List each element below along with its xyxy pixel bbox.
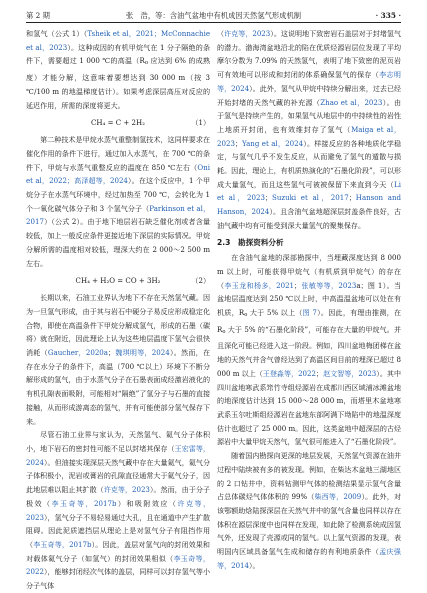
citation-link[interactable]: Hanson and Hanson，2024	[217, 193, 401, 217]
citation-link[interactable]: Li et al，2023	[217, 179, 401, 203]
citation-link[interactable]: Suzuki et al，2017	[272, 193, 349, 203]
paragraph: 和氢气（公式 1）（Tsheik et al，2021；McConnachie et al，2023）。这种成因的有机甲烷气在 1 分子隔绝的条件下，需要超过 1 000 ℃的高温（Ro 应达到 6% 的成熟度）才能分解，这意味着要想达到 30 000 m（按 3 ℃/100 m 的地温梯度估计）。如果考虑深层高压对反应的延迟作用，所需的深度将更大。	[26, 29, 211, 110]
volume-label: 第 2 期	[26, 11, 50, 20]
running-header	[26, 9, 401, 23]
paragraph: 在含油气盆地的深部勘探中，当埋藏深度达到 8 000 m 以上时，可能获得甲烷气（有机质到甲烷气）的存在（李玉龙和杨多，2021；张敏等等，2023a；图 1）。当盆地层温度达到 250 ℃以上时，中高温温盆地可以处在有机质，Ro 大于 5% 以上（图 7）。因此，有理由推测，在 Ro 大于 5% 的“石墨化阶段”，可能存在大量的甲烷气。并且深化可能已经进入这一阶段。例如，四川盆地梅团梯在盆地的天然气井含气曾经达到了高温区间目前的埋深已超过 8 000 m 以上（王登淼等，2022；赵文智等，2023）。其中四川盆地寒武系筇竹寺组烃源岩在成都川西区域浦冰滩盆地的地深度估计达到 15 000～28 000 m，而塔里木盆地寒武系玉尔吐斯组烃源岩在盆地东部阿满下坳陷中的地温深度估计也超过了 25 000 m。因此，这类盆地中超深层的古烃源岩中大量甲烷天然气，氢气很可能进入了“石墨化阶段”。	[217, 253, 402, 447]
running-title: 张 浩，等：含油气盆地中有机成因天然氢气形成机制	[125, 11, 302, 20]
citation-link[interactable]: 许克等，2023	[103, 485, 150, 495]
equation-body: CH₄ = C + 2H₂	[91, 118, 145, 128]
equation-body: CH₄ + H₂O = CO + 3H₂	[75, 276, 161, 286]
citation-link[interactable]: Zhao et al，2023	[320, 97, 383, 107]
right-column	[217, 27, 401, 572]
equation-1	[26, 115, 210, 130]
citation-link[interactable]: 许克等，2023	[26, 498, 210, 522]
equation-2	[26, 273, 210, 288]
citation-link[interactable]: 赵文智等，2023	[323, 368, 377, 378]
citation-link[interactable]: Yang et al，2024	[242, 138, 304, 148]
citation-link[interactable]: 李玉奇等，2017b	[33, 539, 92, 549]
citation-link[interactable]: 李玉龙和杨多，2021	[224, 280, 295, 290]
citation-link[interactable]: Tsheik et al，2021；McConnachie et al，2023	[26, 29, 210, 52]
section-heading: 2.3 勘探资料分析	[217, 237, 284, 247]
citation-link[interactable]: 王登淼等，2022	[262, 368, 317, 378]
citation-link[interactable]: 张敏等等，2023	[301, 280, 357, 290]
paragraph: 第二种技术是甲烷水蒸气重整制氢技术，这同样要求在催化作用的条件下进行，通过加入水蒸气，在 700 ℃的条件下，甲烷与水蒸气重整反应的温度在 850 ℃左右（Oni et al，2022；高泽超等，2024）。在这个反应中，1 个甲烷分子在水蒸气环境中，经过加热至 700 ℃，会转化为 1 个一氧化碳气体分子和 3 个氢气分子（Parkinson et al，2017）（公式 2）。由于地下地层岩石缺乏催化剂或者含量较低，加上一般反应条件更接近地下深层的实际情况。甲烷分解所需的温度相对较低，理深大约在 2 000～2 500 m 左右。	[26, 135, 210, 268]
citation-link[interactable]: 柴西等，2009	[314, 492, 362, 502]
left-column	[26, 27, 210, 593]
citation-link[interactable]: 李志明等，2024	[217, 70, 401, 93]
paragraph: 尽管石油工业界与家认为，天然氢气、氦气分子体积小，地下岩石的密封性可能不足以封堵其保存（王宏雷等，2024）。但油接实现深层天然气藏中存在大量氦气，氦气分子体积极小，泥岩或膏岩的孔隙直径通常大于氦气分子，因此地层难以阻止其扩散（许克等，2023）。然而，由于分子极效（李玉奇等，2017b）和吸附效应（许克等，2023），氢气分子不易轻易通过大孔，且在通道中产生扩散阻碍。因此泥质遮挡层从理论上是对氢气分子有阻挡作用（李玉奇等，2017b）。因此，盖层对氢气向的封闭效果和对载体氦气分子（如氢气）的封闭效果相似（李玉奇等，2022），能够封闭经次气体的盖层，同样可以封存氢气等小分子气体	[26, 430, 210, 591]
citation-link[interactable]: Maiga et al，2023	[217, 124, 401, 148]
citation-link[interactable]: Gaucher，2020a	[47, 348, 108, 358]
paragraph: （许克等，2023）。这说明地下致密岩石盖层对于封堵氢气的潜力。渤海湾盆地沿北的陷在优质烃源岩层位发现了平均摩尔分数为 7.09% 的天然氢气，表明了地下致密的泥页岩可有效地可以形成和封闭的体系确保氢气的保存（李志明等，2024）。此外，氢气从甲烷中持续分解出来，过去已经开始封堵的天然气藏的补充源（Zhao et al，2023）。由于氢气是持续产生的，如果氢气从地层中的中持续性的岩性上地质开封闭，也有效维封存了氢气（Maiga et al，2023；Yang et al，2024）。样接反应的各种地质化学稳定，与氢气几乎不发生反应，从而避免了氢气的遁散与损耗。因此，理论上，有机质热演化的“石墨化阶段”，可以形成大量氢气，而且这些氢气可被被保留下来直到今天（Li et al，2023；Suzuki et al，2017；Hanson and Hanson，2024）。且含油气盆地超深层封盖条件良好，古油气藏中均有可能受到深大量氢气的聚集保存。	[217, 29, 402, 230]
equation-number: （1）	[191, 118, 210, 128]
citation-link[interactable]: Oni et al，2022；高泽超等，2024	[26, 162, 210, 186]
page-number: · 335 ·	[375, 11, 401, 20]
citation-link[interactable]: 孟庆强等，2014	[217, 547, 401, 570]
paragraph: 随着国内勘探向更深的地层发展，天然氢气资源在油井过程中陆续被有多的被发现。例如，在柴达木盆地三湖地区的 2 口钻井中，资料钻测甲气体的检测结果显示氢气含量占总体碳烃气体体积的 99%（柴西等，2009）。此外，对该鄂额助焓陆探深层在天然气井中的氢气含量也同样以存在体积在源层深度中也同样在发现，如此除了检测系统成因氢气外，还发现了壳源或同的氢气。以上氢气资源的发现，表明国内区域具备氢气生成和储存的有利地质条件（孟庆强等，2014）。	[217, 451, 401, 570]
figure-link[interactable]: 图 7	[302, 308, 317, 318]
equation-number: （2）	[191, 276, 210, 286]
citation-link[interactable]: 许克等，2023	[224, 29, 271, 38]
citation-link[interactable]: 王宏雷等，2024	[26, 443, 210, 467]
paragraph: 长期以来，石油工业界认为地下不存在天然氢气藏。因为一旦氢气形成，由于其与岩石中硬分子易反应形成稳定化合物，即使在高温条件下甲烷分解成氢气，形成的石墨（碳将）就在附近，因此理论上认为这些地层温度下氢气会很快消耗（Gaucher，2020a；魏琪明等，2024）。然而，在存在水分子的条件下，高温（700 ℃以上）环境下不断分解形成的氢气，由于水蒸气分子在石墨表面成经激岩液化的有机孔隙表面吸附，可能相对“隔绝”了氢分子与石墨的直接接触，从而形成游离态的氢气，并有可能使部分氢气保存下来。	[26, 293, 210, 426]
citation-link[interactable]: Parkinson et al，2017	[26, 203, 210, 227]
citation-link[interactable]: 魏琪明等，2024	[115, 348, 170, 358]
citation-link[interactable]: 李玉奇等，2017b	[51, 498, 117, 508]
citation-link[interactable]: 李玉奇等，2022	[26, 553, 210, 577]
